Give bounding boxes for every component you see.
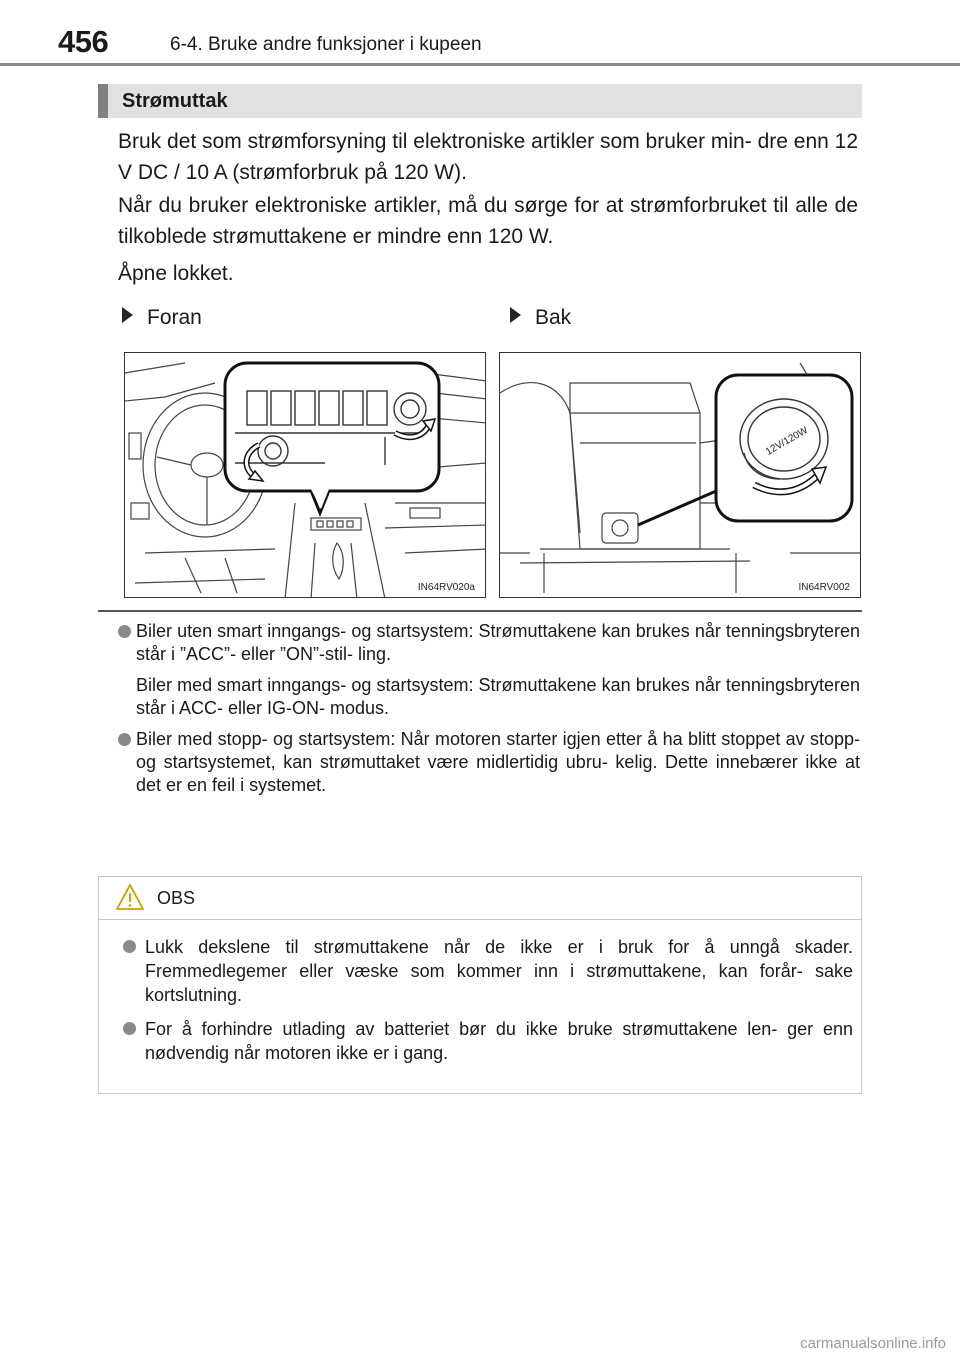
figure-code-front: IN64RV020a [417, 582, 475, 593]
figure-code-rear: IN64RV002 [798, 582, 850, 593]
triangle-right-icon [510, 307, 521, 323]
rear-console-illustration [500, 353, 861, 598]
figure-front [124, 352, 486, 598]
caution-header [99, 877, 861, 920]
header-rule [0, 63, 960, 66]
note-text: Biler med smart inngangs- og startsystem: Strømuttakene kan brukes når tenningsbryteren står i ACC- eller IG-ON- modus. [136, 675, 860, 718]
figure-label-front [122, 306, 202, 330]
warning-triangle-icon [115, 883, 145, 911]
note-text: Biler med stopp- og startsystem: Når motoren starter igjen etter å ha blitt stoppet av stopp- og startsystemet, kan strømuttaket være midlertidig ubru- kelig. Dette innebærer ikke at det er en feil i systemet. [136, 729, 860, 795]
bullet-dot-icon [123, 940, 136, 953]
caution-item [123, 935, 853, 1007]
caution-item-text: For å forhindre utlading av batteriet bør du ikke bruke strømuttakene len- ger enn nødvendig når motoren ikke er i gang. [145, 1019, 853, 1063]
footer-watermark: carmanualsonline.info [800, 1335, 946, 1352]
section-divider [98, 610, 862, 612]
section-title-bar [98, 84, 862, 118]
page-number: 456 [58, 24, 109, 59]
bullet-dot-icon [123, 1022, 136, 1035]
bullet-dot-icon [118, 625, 131, 638]
caution-list [123, 935, 853, 1075]
section-title: Strømuttak [122, 90, 228, 112]
note-item [118, 620, 860, 720]
triangle-right-icon [122, 307, 133, 323]
caution-title: OBS [157, 888, 196, 908]
cap-label: 12V/120W [763, 424, 810, 458]
caution-item [123, 1017, 853, 1065]
notes-list [118, 620, 860, 805]
figure-label-rear-text: Bak [535, 306, 572, 329]
note-text: Biler uten smart inngangs- og startsystem: Strømuttakene kan brukes når tenningsbryteren står i ”ACC”- eller ”ON”-stil- ling. [136, 621, 860, 664]
figure-label-rear [510, 306, 571, 330]
intro-paragraph-2: Når du bruker elektroniske artikler, må du sørge for at strømforbruket til alle de tilkoblede strømuttakene er mindre enn 120 W. [118, 194, 858, 248]
figure-label-front-text: Foran [147, 306, 202, 329]
intro-paragraph-3: Åpne lokket. [118, 262, 234, 285]
intro-paragraph-1: Bruk det som strømforsyning til elektroniske artikler som bruker min- dre enn 12 V DC / 10 A (strømforbruk på 120 W). [118, 130, 858, 184]
note-item [118, 728, 860, 797]
front-dashboard-illustration [125, 353, 486, 598]
figure-rear [499, 352, 861, 598]
caution-box [98, 876, 862, 1094]
caution-item-text: Lukk dekslene til strømuttakene når de ikke er i bruk for å unngå skader. Fremmedlegemer eller væske som kommer inn i strømuttakene, kan forår- sake kortslutning. [145, 937, 853, 1005]
section-path: 6-4. Bruke andre funksjoner i kupeen [170, 34, 482, 55]
bullet-dot-icon [118, 733, 131, 746]
